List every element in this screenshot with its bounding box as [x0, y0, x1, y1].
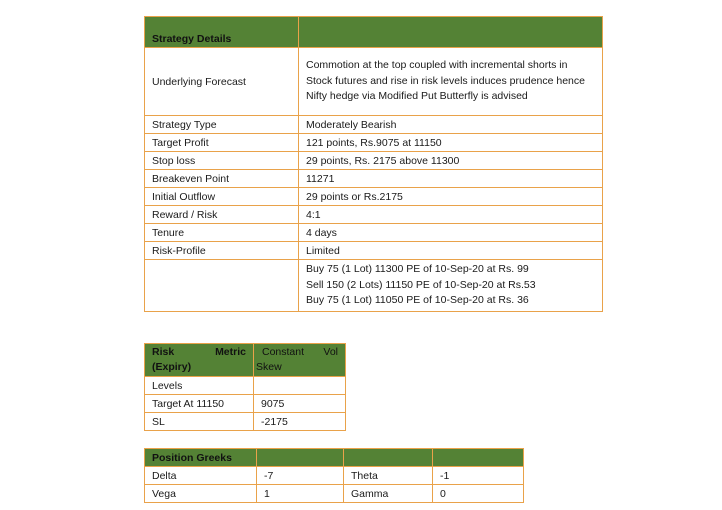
metric-word: Metric: [215, 346, 246, 358]
table-row: [145, 395, 346, 413]
strategy-details-title: Strategy Details: [145, 17, 299, 48]
legs-cell: [299, 260, 603, 312]
table-row: [145, 206, 603, 224]
row-label: Strategy Type: [145, 116, 299, 134]
constant-vol-header: [254, 344, 346, 377]
greek-name: Theta: [344, 467, 433, 485]
row-label: Stop loss: [145, 152, 299, 170]
table-row: [145, 224, 603, 242]
greek-name: Delta: [145, 467, 257, 485]
row-value: 121 points, Rs.9075 at 11150: [299, 134, 603, 152]
vol-word: Vol: [323, 346, 338, 358]
table-row: [145, 134, 603, 152]
row-label: Risk-Profile: [145, 242, 299, 260]
leg-line: Sell 150 (2 Lots) 11150 PE of 10-Sep-20 at Rs.53: [306, 278, 536, 291]
row-label: Breakeven Point: [145, 170, 299, 188]
strategy-header-row: [145, 17, 603, 48]
row-value: Moderately Bearish: [299, 116, 603, 134]
row-value: 11271: [299, 170, 603, 188]
row-label: Underlying Forecast: [145, 48, 299, 116]
row-label: Target At 11150: [145, 395, 254, 413]
leg-line: Buy 75 (1 Lot) 11300 PE of 10-Sep-20 at Rs. 99: [306, 263, 529, 276]
risk-metric-table: [144, 343, 346, 431]
header-blank-cell: [299, 17, 603, 48]
row-label: Reward / Risk: [145, 206, 299, 224]
row-value: 29 points, Rs. 2175 above 11300: [299, 152, 603, 170]
row-label: Initial Outflow: [145, 188, 299, 206]
risk-word: Risk: [152, 346, 175, 358]
greeks-header-row: [145, 449, 524, 467]
table-row: [145, 485, 524, 503]
table-row: [145, 152, 603, 170]
table-row: [145, 116, 603, 134]
greek-value: -1: [433, 467, 524, 485]
greek-name: Gamma: [344, 485, 433, 503]
position-greeks-table: [144, 448, 524, 503]
row-value: 29 points or Rs.2175: [299, 188, 603, 206]
header-blank-cell: [257, 449, 344, 467]
table-row: [145, 467, 524, 485]
constant-word: Constant: [262, 346, 305, 358]
row-value: Limited: [299, 242, 603, 260]
row-value: 9075: [254, 395, 346, 413]
header-blank-cell: [344, 449, 433, 467]
row-value: Commotion at the top coupled with incremental shorts in Stock futures and rise in risk levels induces prudence hence Nifty hedge via Modified Put Butterfly is advised: [299, 48, 603, 116]
table-row: [145, 170, 603, 188]
greek-value: -7: [257, 467, 344, 485]
table-row: [145, 188, 603, 206]
row-label: Tenure: [145, 224, 299, 242]
greek-value: 0: [433, 485, 524, 503]
row-label: Target Profit: [145, 134, 299, 152]
leg-line: Buy 75 (1 Lot) 11050 PE of 10-Sep-20 at Rs. 36: [306, 294, 529, 307]
row-value: 4:1: [299, 206, 603, 224]
table-row: [145, 377, 346, 395]
row-label: SL: [145, 413, 254, 431]
position-greeks-title: Position Greeks: [145, 449, 257, 467]
greek-value: 1: [257, 485, 344, 503]
header-blank-cell: [433, 449, 524, 467]
strategy-details-table: [144, 16, 603, 312]
risk-metric-header: [145, 344, 254, 377]
row-value: 4 days: [299, 224, 603, 242]
risk-header-row: [145, 344, 346, 377]
legs-blank-cell: [145, 260, 299, 312]
row-value: [254, 377, 346, 395]
table-row: [145, 242, 603, 260]
legs-row: [145, 260, 603, 312]
row-value: -2175: [254, 413, 346, 431]
table-row: [145, 413, 346, 431]
expiry-word: (Expiry): [152, 361, 192, 373]
table-row: [145, 48, 603, 116]
skew-word: Skew: [256, 361, 282, 373]
row-label: Levels: [145, 377, 254, 395]
greek-name: Vega: [145, 485, 257, 503]
